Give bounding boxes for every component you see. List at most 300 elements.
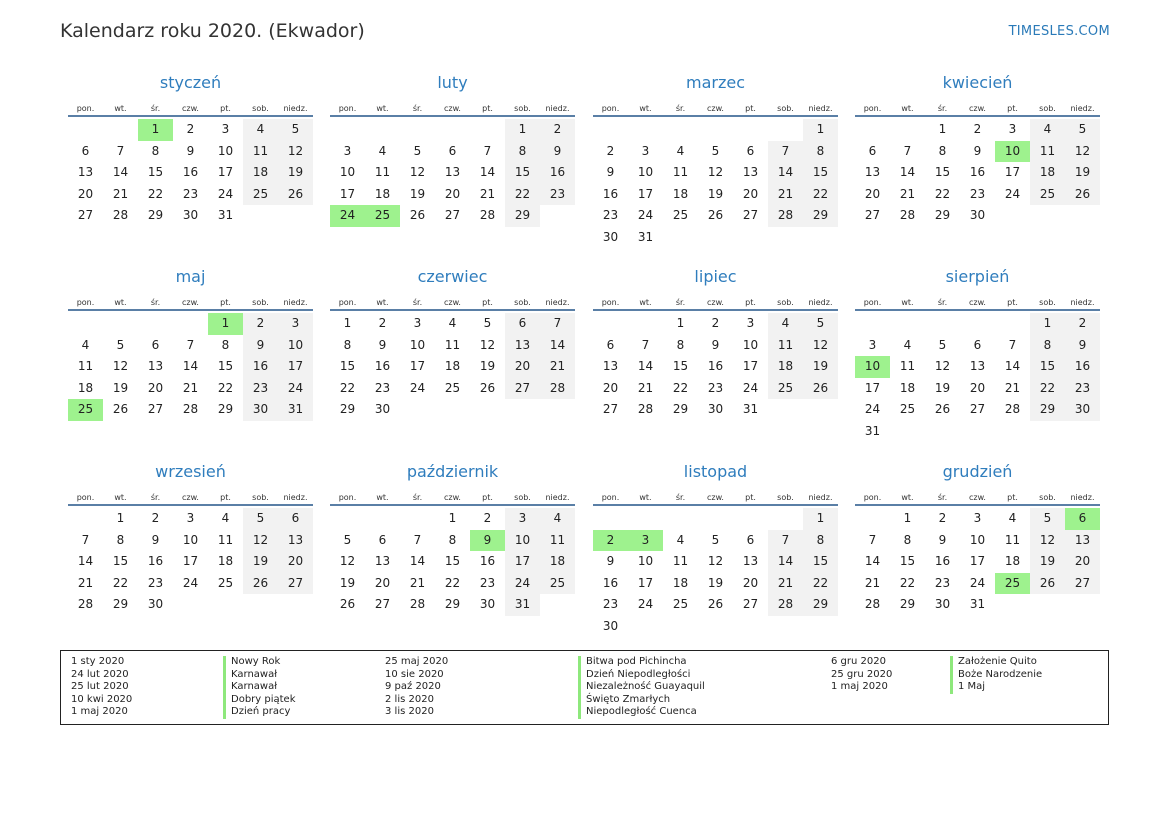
day-cell: 15 xyxy=(147,165,164,180)
day-cell: 26 xyxy=(243,573,278,595)
day-cell: 24 xyxy=(742,380,759,395)
day-cell: 11 xyxy=(444,337,461,352)
day-cell: 6 xyxy=(868,143,877,158)
day-cell: 16 xyxy=(540,162,575,184)
day-cell: 18 xyxy=(899,380,916,395)
empty-day-cell xyxy=(890,119,925,141)
day-cell: 23 xyxy=(540,184,575,206)
legend-holiday-name: Boże Narodzenie xyxy=(950,669,1042,682)
day-cell: 6 xyxy=(746,143,755,158)
day-cell: 2 xyxy=(606,143,615,158)
legend-date: 1 sty 2020 xyxy=(71,656,125,667)
day-cell: 14 xyxy=(479,165,496,180)
day-cell: 25 xyxy=(672,208,689,223)
legend-names-column xyxy=(223,656,296,719)
weekday-header: sob. xyxy=(1030,94,1065,117)
day-cell: 31 xyxy=(969,597,986,612)
day-cell: 1 xyxy=(116,511,125,525)
day-cell: 10 xyxy=(339,165,356,180)
day-cell: 14 xyxy=(182,359,199,374)
legend-date: 1 maj 2020 xyxy=(831,681,888,693)
day-cell: 30 xyxy=(602,229,619,244)
day-cell: 30 xyxy=(707,402,724,417)
empty-day-cell xyxy=(733,508,768,530)
empty-day-cell xyxy=(855,508,890,530)
month-name: maj xyxy=(175,267,206,286)
day-cell: 12 xyxy=(803,335,838,357)
day-cell: 11 xyxy=(243,141,278,163)
day-cell: 23 xyxy=(602,597,619,612)
day-cell: 30 xyxy=(243,399,278,421)
weekday-header: śr. xyxy=(400,288,435,311)
day-cell: 20 xyxy=(864,186,881,201)
day-cell: 2 xyxy=(938,511,947,525)
holiday-day-cell: 1 xyxy=(138,119,173,141)
empty-day-cell xyxy=(855,313,890,335)
month-calendar xyxy=(593,266,838,421)
day-cell: 6 xyxy=(151,337,160,352)
empty-day-cell xyxy=(925,313,960,335)
day-cell: 13 xyxy=(77,165,94,180)
day-cell: 12 xyxy=(934,359,951,374)
day-cell: 29 xyxy=(1030,399,1065,421)
day-cell: 14 xyxy=(899,165,916,180)
day-cell: 24 xyxy=(217,186,234,201)
day-cell: 30 xyxy=(934,597,951,612)
day-cell: 9 xyxy=(711,337,720,352)
day-cell: 4 xyxy=(676,532,685,547)
day-cell: 9 xyxy=(606,554,615,569)
day-cell: 4 xyxy=(903,337,912,352)
day-cell: 16 xyxy=(147,554,164,569)
day-cell: 1 xyxy=(803,119,838,141)
legend-dates-column xyxy=(71,656,132,719)
day-cell: 14 xyxy=(409,554,426,569)
weekday-header: niedz. xyxy=(803,288,838,311)
month-calendar xyxy=(330,266,575,421)
page-title: Kalendarz roku 2020. (Ekwador) xyxy=(60,20,365,42)
day-cell: 30 xyxy=(479,597,496,612)
legend-holiday-name: Niezależność Guayaquil xyxy=(578,681,705,694)
day-cell: 23 xyxy=(182,186,199,201)
day-cell: 19 xyxy=(934,380,951,395)
day-cell: 21 xyxy=(899,186,916,201)
day-cell: 22 xyxy=(217,380,234,395)
day-cell: 14 xyxy=(112,165,129,180)
day-cell: 1 xyxy=(676,316,685,330)
day-cell: 24 xyxy=(182,575,199,590)
day-cell: 25 xyxy=(243,184,278,206)
day-cell: 23 xyxy=(602,208,619,223)
month-day-grid xyxy=(68,288,313,421)
day-cell: 6 xyxy=(746,532,755,547)
day-cell: 25 xyxy=(540,573,575,595)
weekday-header: pon. xyxy=(68,94,103,117)
month-day-grid xyxy=(855,288,1100,443)
empty-day-cell xyxy=(995,313,1030,335)
day-cell: 16 xyxy=(1065,356,1100,378)
day-cell: 20 xyxy=(505,356,540,378)
weekday-header: śr. xyxy=(925,483,960,506)
legend-dates-column xyxy=(831,656,892,694)
weekday-header: pt. xyxy=(208,483,243,506)
day-cell: 27 xyxy=(602,402,619,417)
day-cell: 18 xyxy=(672,186,689,201)
day-cell: 13 xyxy=(1065,530,1100,552)
day-cell: 4 xyxy=(768,313,803,335)
day-cell: 7 xyxy=(81,532,90,547)
day-cell: 27 xyxy=(742,208,759,223)
day-cell: 16 xyxy=(969,165,986,180)
day-cell: 22 xyxy=(899,575,916,590)
day-cell: 30 xyxy=(374,402,391,417)
legend-date: 2 lis 2020 xyxy=(385,693,434,705)
day-cell: 18 xyxy=(1004,554,1021,569)
empty-day-cell xyxy=(103,313,138,335)
day-cell: 26 xyxy=(707,597,724,612)
day-cell: 27 xyxy=(864,208,881,223)
day-cell: 29 xyxy=(147,208,164,223)
day-cell: 13 xyxy=(969,359,986,374)
weekday-header: pt. xyxy=(995,288,1030,311)
month-name: lipiec xyxy=(694,267,737,286)
day-cell: 16 xyxy=(243,356,278,378)
weekday-header: sob. xyxy=(768,94,803,117)
month-day-grid xyxy=(330,483,575,616)
legend-names-column xyxy=(578,656,705,719)
day-cell: 13 xyxy=(444,165,461,180)
day-cell: 24 xyxy=(637,597,654,612)
day-cell: 14 xyxy=(77,554,94,569)
day-cell: 8 xyxy=(938,143,947,158)
empty-day-cell xyxy=(698,508,733,530)
day-cell: 20 xyxy=(444,186,461,201)
day-cell: 7 xyxy=(1008,337,1017,352)
day-cell: 8 xyxy=(803,141,838,163)
day-cell: 8 xyxy=(151,143,160,158)
empty-day-cell xyxy=(733,119,768,141)
day-cell: 7 xyxy=(641,337,650,352)
day-cell: 27 xyxy=(505,378,540,400)
day-cell: 19 xyxy=(1065,162,1100,184)
day-cell: 17 xyxy=(637,186,654,201)
holiday-legend xyxy=(60,650,1109,725)
legend-holiday-name: Bitwa pod Pichincha xyxy=(578,656,705,669)
day-cell: 4 xyxy=(1008,511,1017,525)
day-cell: 17 xyxy=(864,380,881,395)
weekday-header: niedz. xyxy=(1065,288,1100,311)
day-cell: 2 xyxy=(378,316,387,330)
day-cell: 6 xyxy=(973,337,982,352)
empty-day-cell xyxy=(68,119,103,141)
holiday-day-cell: 3 xyxy=(628,530,663,552)
day-cell: 11 xyxy=(217,532,234,547)
day-cell: 19 xyxy=(803,356,838,378)
day-cell: 6 xyxy=(505,313,540,335)
month-name: czerwiec xyxy=(417,267,488,286)
day-cell: 20 xyxy=(77,186,94,201)
day-cell: 20 xyxy=(374,575,391,590)
day-cell: 28 xyxy=(637,402,654,417)
weekday-header: pt. xyxy=(470,94,505,117)
month-day-grid xyxy=(593,94,838,249)
day-cell: 9 xyxy=(186,143,195,158)
month-calendar xyxy=(68,72,313,227)
weekday-header: pt. xyxy=(733,94,768,117)
day-cell: 14 xyxy=(864,554,881,569)
day-cell: 10 xyxy=(637,554,654,569)
day-cell: 1 xyxy=(1030,313,1065,335)
day-cell: 21 xyxy=(182,380,199,395)
day-cell: 27 xyxy=(1065,573,1100,595)
day-cell: 15 xyxy=(899,554,916,569)
month-calendar xyxy=(68,266,313,421)
day-cell: 22 xyxy=(1030,378,1065,400)
weekday-header: pon. xyxy=(68,483,103,506)
day-cell: 28 xyxy=(77,597,94,612)
day-cell: 30 xyxy=(147,597,164,612)
weekday-header: niedz. xyxy=(278,483,313,506)
day-cell: 14 xyxy=(540,335,575,357)
empty-day-cell xyxy=(663,508,698,530)
day-cell: 2 xyxy=(243,313,278,335)
day-cell: 2 xyxy=(1065,313,1100,335)
day-cell: 29 xyxy=(339,402,356,417)
weekday-header: pon. xyxy=(330,94,365,117)
empty-day-cell xyxy=(400,119,435,141)
holiday-day-cell: 9 xyxy=(470,530,505,552)
day-cell: 18 xyxy=(768,356,803,378)
day-cell: 22 xyxy=(147,186,164,201)
weekday-header: pt. xyxy=(470,483,505,506)
day-cell: 28 xyxy=(112,208,129,223)
weekday-header: niedz. xyxy=(278,94,313,117)
day-cell: 3 xyxy=(868,337,877,352)
day-cell: 2 xyxy=(483,511,492,525)
empty-day-cell xyxy=(628,313,663,335)
day-cell: 19 xyxy=(278,162,313,184)
weekday-header: niedz. xyxy=(278,288,313,311)
day-cell: 23 xyxy=(479,575,496,590)
day-cell: 12 xyxy=(409,165,426,180)
day-cell: 5 xyxy=(413,143,422,158)
weekday-header: śr. xyxy=(138,288,173,311)
day-cell: 21 xyxy=(77,575,94,590)
day-cell: 15 xyxy=(112,554,129,569)
day-cell: 20 xyxy=(969,380,986,395)
empty-day-cell xyxy=(890,313,925,335)
day-cell: 8 xyxy=(903,532,912,547)
day-cell: 15 xyxy=(505,162,540,184)
brand-link[interactable]: TIMESLES.COM xyxy=(1008,24,1110,39)
legend-date: 9 paź 2020 xyxy=(385,681,441,693)
day-cell: 9 xyxy=(540,141,575,163)
day-cell: 23 xyxy=(147,575,164,590)
day-cell: 25 xyxy=(217,575,234,590)
day-cell: 12 xyxy=(112,359,129,374)
day-cell: 28 xyxy=(899,208,916,223)
day-cell: 1 xyxy=(448,511,457,525)
weekday-header: pon. xyxy=(593,94,628,117)
day-cell: 23 xyxy=(1065,378,1100,400)
holiday-day-cell: 24 xyxy=(330,205,365,227)
weekday-header: pon. xyxy=(330,288,365,311)
day-cell: 23 xyxy=(243,378,278,400)
day-cell: 27 xyxy=(147,402,164,417)
day-cell: 8 xyxy=(1030,335,1065,357)
day-cell: 15 xyxy=(672,359,689,374)
day-cell: 28 xyxy=(1004,402,1021,417)
day-cell: 27 xyxy=(444,208,461,223)
holiday-day-cell: 10 xyxy=(995,141,1030,163)
legend-names-column xyxy=(950,656,1042,694)
day-cell: 10 xyxy=(182,532,199,547)
day-cell: 18 xyxy=(1030,162,1065,184)
day-cell: 21 xyxy=(768,184,803,206)
month-calendar xyxy=(855,461,1100,616)
day-cell: 5 xyxy=(711,143,720,158)
day-cell: 24 xyxy=(637,208,654,223)
empty-day-cell xyxy=(173,313,208,335)
weekday-header: niedz. xyxy=(1065,94,1100,117)
day-cell: 20 xyxy=(278,551,313,573)
month-name: marzec xyxy=(685,73,745,92)
day-cell: 2 xyxy=(711,316,720,330)
day-cell: 19 xyxy=(707,575,724,590)
day-cell: 15 xyxy=(217,359,234,374)
holiday-day-cell: 25 xyxy=(68,399,103,421)
holiday-day-cell: 1 xyxy=(208,313,243,335)
day-cell: 10 xyxy=(409,337,426,352)
weekday-header: czw. xyxy=(173,483,208,506)
weekday-header: wt. xyxy=(628,483,663,506)
day-cell: 16 xyxy=(602,575,619,590)
empty-day-cell xyxy=(628,119,663,141)
day-cell: 1 xyxy=(903,511,912,525)
day-cell: 8 xyxy=(505,141,540,163)
day-cell: 5 xyxy=(243,508,278,530)
day-cell: 26 xyxy=(339,597,356,612)
empty-day-cell xyxy=(768,508,803,530)
day-cell: 7 xyxy=(186,337,195,352)
day-cell: 8 xyxy=(803,530,838,552)
day-cell: 7 xyxy=(483,143,492,158)
holiday-day-cell: 10 xyxy=(855,356,890,378)
day-cell: 21 xyxy=(1004,380,1021,395)
empty-day-cell xyxy=(400,508,435,530)
day-cell: 24 xyxy=(969,575,986,590)
day-cell: 23 xyxy=(374,380,391,395)
month-name: październik xyxy=(406,462,499,481)
day-cell: 11 xyxy=(768,335,803,357)
empty-day-cell xyxy=(138,313,173,335)
weekday-header: sob. xyxy=(505,94,540,117)
day-cell: 12 xyxy=(707,554,724,569)
weekday-header: pt. xyxy=(470,288,505,311)
day-cell: 18 xyxy=(374,186,391,201)
day-cell: 20 xyxy=(147,380,164,395)
day-cell: 9 xyxy=(606,165,615,180)
day-cell: 22 xyxy=(444,575,461,590)
day-cell: 1 xyxy=(505,119,540,141)
day-cell: 24 xyxy=(505,573,540,595)
weekday-header: sob. xyxy=(768,483,803,506)
day-cell: 18 xyxy=(243,162,278,184)
day-cell: 16 xyxy=(602,186,619,201)
day-cell: 17 xyxy=(742,359,759,374)
weekday-header: sob. xyxy=(768,288,803,311)
weekday-header: niedz. xyxy=(540,483,575,506)
day-cell: 15 xyxy=(339,359,356,374)
legend-holiday-name: 1 Maj xyxy=(950,681,1042,694)
empty-day-cell xyxy=(593,508,628,530)
weekday-header: wt. xyxy=(103,483,138,506)
day-cell: 24 xyxy=(1004,186,1021,201)
day-cell: 20 xyxy=(742,575,759,590)
day-cell: 22 xyxy=(505,184,540,206)
day-cell: 2 xyxy=(151,511,160,525)
weekday-header: pon. xyxy=(855,94,890,117)
day-cell: 28 xyxy=(768,205,803,227)
day-cell: 29 xyxy=(217,402,234,417)
day-cell: 7 xyxy=(868,532,877,547)
legend-holiday-name: Karnawał xyxy=(223,669,296,682)
weekday-header: śr. xyxy=(925,288,960,311)
day-cell: 31 xyxy=(217,208,234,223)
day-cell: 5 xyxy=(803,313,838,335)
day-cell: 11 xyxy=(1004,532,1021,547)
weekday-header: pt. xyxy=(995,483,1030,506)
day-cell: 3 xyxy=(1008,122,1017,136)
day-cell: 9 xyxy=(1065,335,1100,357)
weekday-header: sob. xyxy=(243,483,278,506)
month-day-grid xyxy=(330,288,575,421)
day-cell: 2 xyxy=(540,119,575,141)
day-cell: 4 xyxy=(81,337,90,352)
legend-date: 25 maj 2020 xyxy=(385,656,449,667)
day-cell: 11 xyxy=(672,554,689,569)
weekday-header: niedz. xyxy=(540,94,575,117)
month-name: kwiecień xyxy=(942,73,1013,92)
weekday-header: niedz. xyxy=(540,288,575,311)
day-cell: 17 xyxy=(217,165,234,180)
month-day-grid xyxy=(855,94,1100,227)
day-cell: 26 xyxy=(479,380,496,395)
month-name: styczeń xyxy=(159,73,222,92)
day-cell: 12 xyxy=(707,165,724,180)
empty-day-cell xyxy=(768,119,803,141)
day-cell: 17 xyxy=(182,554,199,569)
weekday-header: śr. xyxy=(663,288,698,311)
legend-holiday-name: Nowy Rok xyxy=(223,656,296,669)
day-cell: 5 xyxy=(938,337,947,352)
day-cell: 5 xyxy=(483,316,492,330)
day-cell: 12 xyxy=(278,141,313,163)
day-cell: 1 xyxy=(938,122,947,136)
day-cell: 4 xyxy=(676,143,685,158)
day-cell: 17 xyxy=(505,551,540,573)
day-cell: 7 xyxy=(116,143,125,158)
legend-holiday-name: Założenie Quito xyxy=(950,656,1042,669)
day-cell: 28 xyxy=(409,597,426,612)
day-cell: 13 xyxy=(864,165,881,180)
day-cell: 3 xyxy=(221,122,230,136)
day-cell: 13 xyxy=(278,530,313,552)
day-cell: 3 xyxy=(746,316,755,330)
day-cell: 18 xyxy=(672,575,689,590)
day-cell: 8 xyxy=(676,337,685,352)
day-cell: 8 xyxy=(221,337,230,352)
